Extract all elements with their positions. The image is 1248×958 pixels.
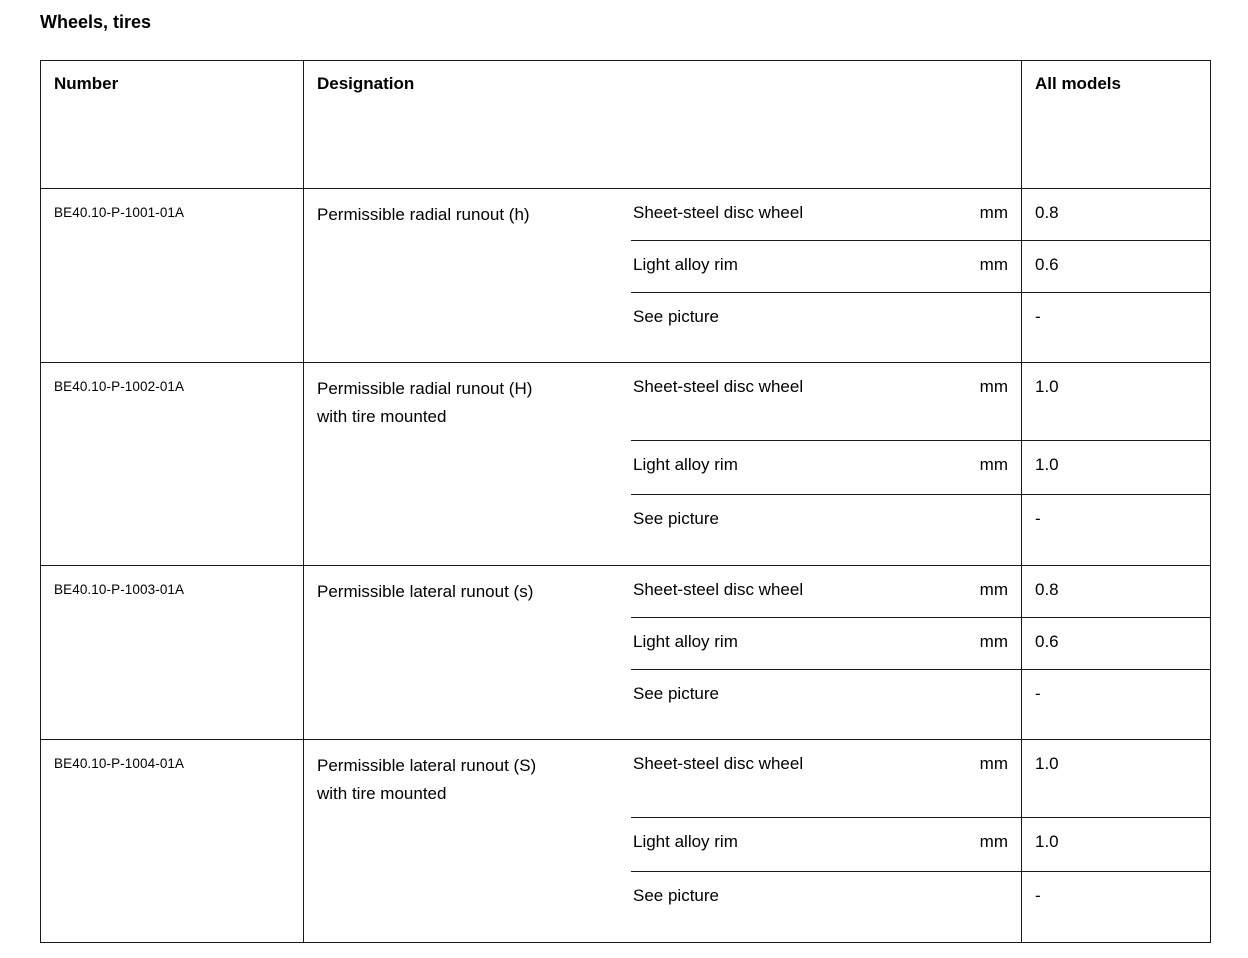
subrow-label-cell <box>631 241 1021 293</box>
designation-text: Permissible lateral runout (s) <box>317 582 534 601</box>
table-row-group <box>41 566 1210 740</box>
subrow-unit: mm <box>979 255 1008 274</box>
designation-cell <box>304 189 631 362</box>
header-designation: Designation <box>317 74 415 93</box>
subrow-value-cell: 0.6 <box>1021 618 1210 670</box>
designation-text: Permissible lateral runout (S) <box>317 756 537 775</box>
subrow-label-cell <box>631 872 1021 942</box>
subrow-value-cell: 1.0 <box>1021 740 1210 818</box>
subrow-value-cell: 1.0 <box>1021 818 1210 872</box>
subrow-value-cell: - <box>1021 495 1210 565</box>
subrow-unit: mm <box>979 377 1008 396</box>
subrow-label: Sheet-steel disc wheel <box>633 377 804 396</box>
header-all-models: All models <box>1021 61 1210 188</box>
subrow-label: See picture <box>633 886 719 905</box>
number-cell: BE40.10-P-1004-01A <box>41 740 304 942</box>
designation-text: Permissible radial runout (H) <box>317 379 533 398</box>
table-row-group <box>41 740 1210 942</box>
subrow-value-cell: - <box>1021 293 1210 362</box>
subrow-label-cell <box>631 293 1021 362</box>
subrow-label: See picture <box>633 307 719 326</box>
subrow-label-cell <box>631 566 1021 618</box>
subrow-unit: mm <box>979 754 1008 773</box>
subrow-label: Sheet-steel disc wheel <box>633 580 804 599</box>
subrow-value-cell: - <box>1021 670 1210 739</box>
subrow-unit: mm <box>979 832 1008 851</box>
subrow-label: Light alloy rim <box>633 632 738 651</box>
number-cell: BE40.10-P-1003-01A <box>41 566 304 739</box>
number-cell: BE40.10-P-1002-01A <box>41 363 304 565</box>
subrow-label-cell <box>631 495 1021 565</box>
subrow-label-cell <box>631 189 1021 241</box>
subrow-unit: mm <box>979 203 1008 222</box>
subrow-label: Light alloy rim <box>633 255 738 274</box>
subrow-value-cell: 1.0 <box>1021 441 1210 495</box>
designation-cell <box>304 363 631 565</box>
header-number: Number <box>41 61 304 188</box>
designation-text-line2: with tire mounted <box>317 784 447 803</box>
subrow-label: Sheet-steel disc wheel <box>633 754 804 773</box>
table-row-group <box>41 363 1210 566</box>
page-title: Wheels, tires <box>40 12 152 32</box>
table-row-group <box>41 189 1210 363</box>
designation-text-line2: with tire mounted <box>317 407 447 426</box>
subrow-label: Light alloy rim <box>633 832 738 851</box>
designation-cell <box>304 740 631 942</box>
subrow-label-cell <box>631 670 1021 739</box>
subrow-label: Sheet-steel disc wheel <box>633 203 804 222</box>
subrow-unit: mm <box>979 580 1008 599</box>
subrow-value-cell: - <box>1021 872 1210 942</box>
spec-table <box>40 60 1211 943</box>
subrow-label-cell <box>631 740 1021 818</box>
designation-cell <box>304 566 631 739</box>
subrow-label: See picture <box>633 509 719 528</box>
table-header-row <box>41 61 1210 189</box>
subrow-value-cell: 0.8 <box>1021 566 1210 618</box>
subrow-value-cell: 1.0 <box>1021 363 1210 441</box>
subrow-unit: mm <box>979 455 1008 474</box>
number-cell: BE40.10-P-1001-01A <box>41 189 304 362</box>
subrow-label-cell <box>631 618 1021 670</box>
subrow-label: See picture <box>633 684 719 703</box>
subrow-value-cell: 0.6 <box>1021 241 1210 293</box>
subrow-label-cell <box>631 818 1021 872</box>
designation-text: Permissible radial runout (h) <box>317 205 530 224</box>
subrow-label: Light alloy rim <box>633 455 738 474</box>
subrow-value-cell: 0.8 <box>1021 189 1210 241</box>
subrow-unit: mm <box>979 632 1008 651</box>
subrow-label-cell <box>631 441 1021 495</box>
subrow-label-cell <box>631 363 1021 441</box>
